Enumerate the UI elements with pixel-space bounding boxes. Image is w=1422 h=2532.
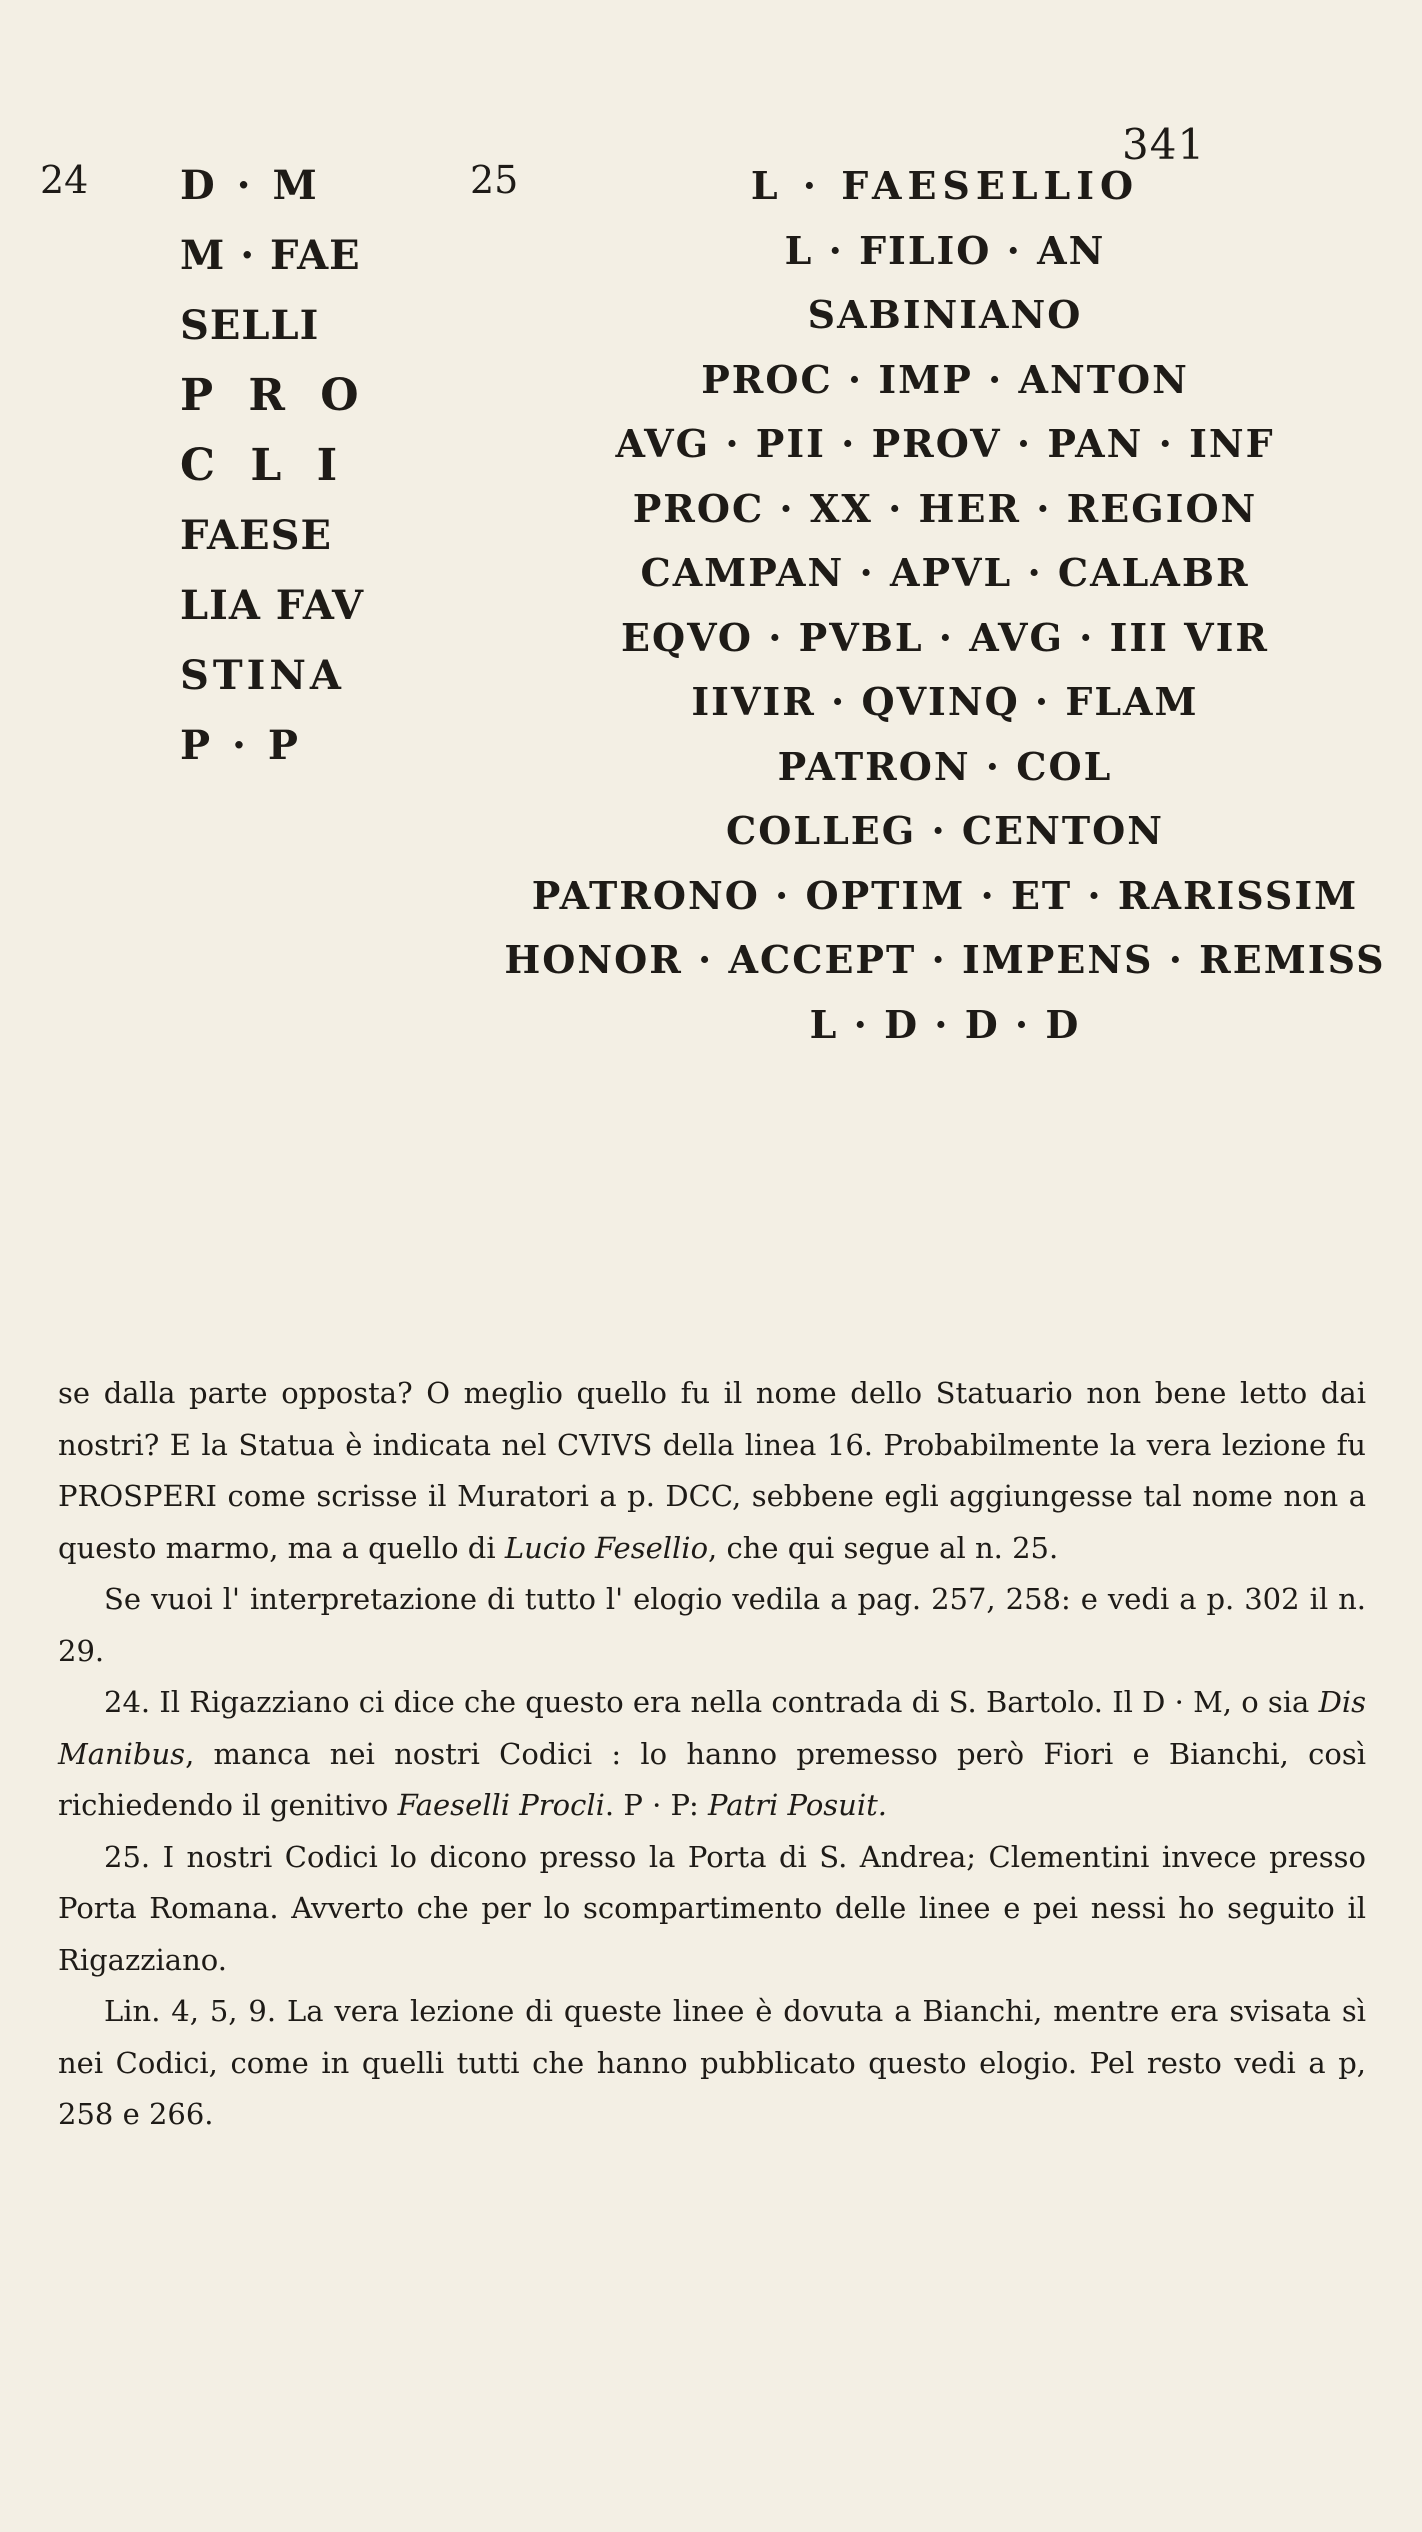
inscription-25-line-14: L · D · D · D [809,1001,1081,1047]
page-number: 341 [1122,120,1206,169]
commentary-paragraph-4: 25. I nostri Codici lo dicono presso la Porta di S. Andrea; Clementini invece presso Porta Romana. Avverto che per lo scompartimento delle linee e pei nessi ho seguito il Rigazziano. [58,1839,1366,1977]
inscription-number-25: 25 [470,158,519,202]
commentary-italic: Lucio Fesellio [504,1530,709,1565]
commentary-text: , manca nei nostri Codici : lo hanno premesso però Fiori e Bianchi, così richiedendo il genitivo [58,1736,1366,1822]
inscription-24-line-6: FAESE [180,512,332,559]
inscription-25-line-11: COLLEG · CENTON [726,808,1164,853]
inscription-25-line-3: SABINIANO [807,292,1083,337]
inscription-24-line-2: M · FAE [180,232,361,279]
inscription-25-line-13: HONOR · ACCEPT · IMPENS · REMISS [504,937,1386,982]
inscription-24-line-4: P R O [180,370,369,421]
inscription-25-line-5: AVG · PII · PROV · PAN · INF [615,421,1275,466]
commentary-text: se dalla parte opposta? O meglio quello fu il nome dello Statuario non bene letto dai nostri? E la Statua è indicata nel CVIVS della linea 16. Probabilmente la vera lezione fu PROSPERI come scrisse il Muratori a p. DCC, sebbene egli aggiungesse tal nome non a questo marmo, ma a quello di [58,1376,1366,1565]
inscription-24-line-7: LIA FAV [180,582,365,629]
commentary-paragraph-5: Lin. 4, 5, 9. La vera lezione di queste linee è dovuta a Bianchi, mentre era svisata sì nei Codici, come in quelli tutti che hanno pubblicato questo elogio. Pel resto vedi a p, 258 e 266. [58,1994,1366,2131]
inscription-24-line-3: SELLI [180,302,320,349]
inscription-25-line-2: L · FILIO · AN [784,227,1106,273]
inscription-25-line-9: IIVIR · QVINQ · FLAM [691,679,1199,724]
commentary [58,1368,1366,2141]
inscription-25-line-4: PROC · IMP · ANTON [701,356,1189,402]
inscription-25-line-1: L · FAESELLIO [750,163,1140,208]
commentary-text: , che qui segue al n. 25. [708,1530,1059,1565]
commentary-italic: Dis Manibus [58,1685,1367,1771]
inscription-25 [470,158,1390,1098]
inscription-25-line-8: EQVO · PVBL · AVG · III VIR [621,614,1269,660]
commentary-paragraph-2: Se vuoi l' interpretazione di tutto l' elogio vedila a pag. 257, 258: e vedi a p. 302 il n. 29. [58,1582,1366,1668]
commentary-text: 24. Il Rigazziano ci dice che questo era nella contrada di S. Bartolo. Il D · M, o sia [104,1685,1310,1719]
commentary-italic: Patri Posuit. [707,1788,887,1822]
inscription-24-line-1: D · M [180,162,321,209]
commentary-paragraph-1 [58,1368,1366,1574]
inscription-25-line-12: PATRONO · OPTIM · ET · RARISSIM [531,872,1359,918]
inscription-24-line-9: P · P [180,722,302,769]
commentary-text: . P · P: [604,1788,699,1822]
inscription-25-line-10: PATRON · COL [777,743,1113,789]
inscription-25-line-7: CAMPAN · APVL · CALABR [640,550,1250,595]
inscription-24-line-5: C L I [180,440,348,491]
inscription-24-line-8: STINA [180,652,345,699]
commentary-italic: Faeselli Procli [397,1788,605,1822]
inscription-25-line-6: PROC · XX · HER · REGION [632,485,1258,531]
inscription-24-text [180,158,369,788]
inscription-number-24: 24 [40,158,89,202]
inscription-25-text [470,158,1390,1061]
commentary-paragraph-3 [58,1677,1366,1832]
